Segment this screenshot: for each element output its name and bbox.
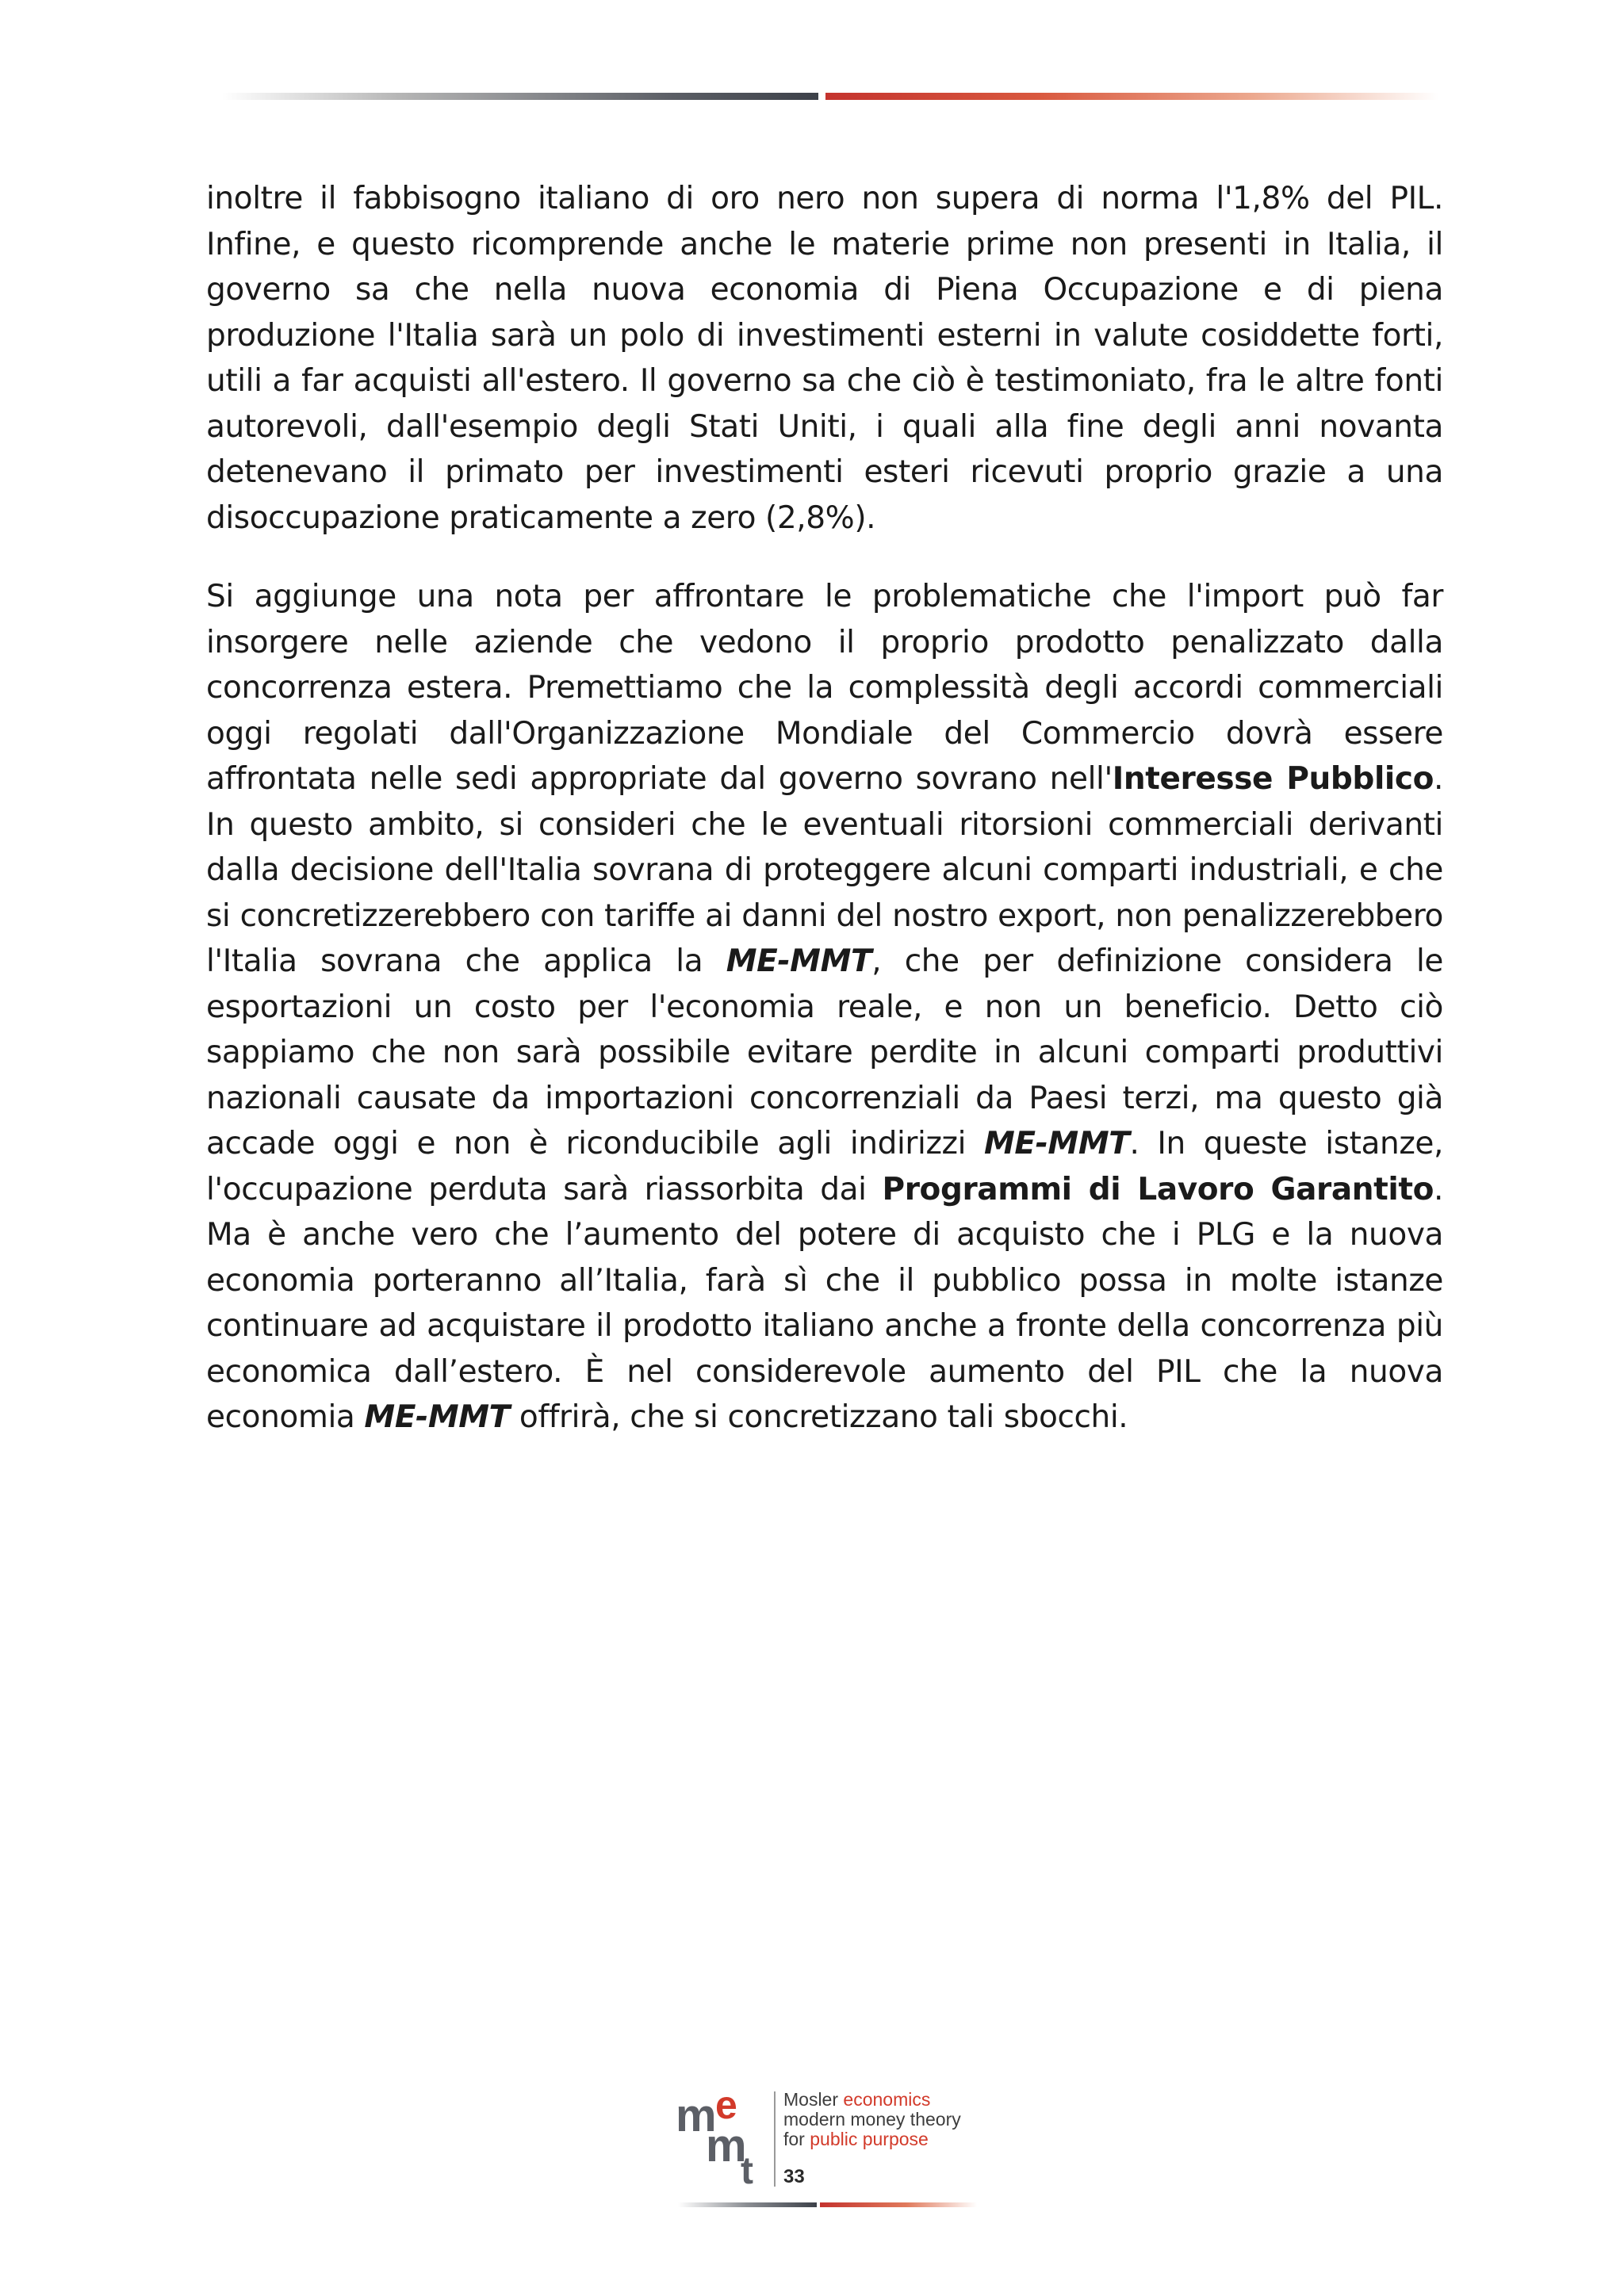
brand-tagline	[783, 2090, 961, 2149]
tagline-public-purpose: public purpose	[810, 2129, 929, 2149]
footer	[674, 2084, 991, 2210]
paragraph-2-text: , che per definizione considera le esportazioni un costo per l'economia reale, e non un beneficio. Detto ciò sappiamo che non sarà possibile evitare perdite in alcuni comparti produttivi nazionali causate da importazioni concorrenziali da Paesi terzi, ma questo già accade oggi e non è riconducibile agli indirizzi	[206, 943, 1443, 1161]
bold-term-me-mmt: ME-MMT	[364, 1399, 510, 1435]
paragraph-2-text: . Ma è anche vero che l’aumento del potere di acquisto che i PLG e la nuova economia porteranno all’Italia, farà sì che il pubblico possa in molte istanze continuare ad acquistare il prodotto italiano anche a fronte della concorrenza più economica dall’estero. È nel considerevole aumento del PIL che la nuova economia	[206, 1171, 1443, 1435]
paragraph-2	[206, 574, 1443, 1441]
footer-rule-red	[820, 2202, 977, 2207]
footer-rule-gray	[678, 2202, 817, 2207]
tagline-for: for	[783, 2129, 810, 2149]
bold-term-interesse-pubblico: Interesse Pubblico	[1112, 761, 1434, 797]
paragraph-1-text: inoltre il fabbisogno italiano di oro nero non supera di norma l'1,8% del PIL. Infine, e questo ricomprende anche le materie prime non presenti in Italia, il governo sa che nella nuova economia di Piena Occupazione e di piena produzione l'Italia sarà un polo di investimenti esterni in valute cosiddette forti, utili a far acquisti all'estero. Il governo sa che ciò è testimoniato, fra le altre fonti autorevoli, dall'esempio degli Stati Uniti, i quali alla fine degli anni novanta detenevano il primato per investimenti esteri ricevuti proprio grazie a una disoccupazione praticamente a zero (2,8%).	[206, 181, 1443, 536]
paragraph-2-text: offrirà, che si concretizzano tali sbocchi.	[509, 1399, 1128, 1435]
logo-divider	[774, 2091, 776, 2187]
header-rule-red	[825, 93, 1438, 100]
tagline-economics: economics	[843, 2089, 931, 2110]
paragraph-2-text: Si aggiunge una nota per affrontare le problematiche che l'import può far insorgere nelle aziende che vedono il proprio prodotto penalizzato dalla concorrenza estera. Premettiamo che la complessità degli accordi commerciali oggi regolati dall'Organizzazione Mondiale del Commercio dovrà essere affrontata nelle sedi appropriate dal governo sovrano nell'	[206, 579, 1443, 797]
tagline-line-3	[783, 2130, 961, 2149]
bold-term-me-mmt: ME-MMT	[726, 943, 872, 979]
paragraph-2-text: . In questo ambito, si consideri che le eventuali ritorsioni commerciali derivanti dalla decisione dell'Italia sovrana di proteggere alcuni comparti industriali, e che si concretizzerebbero con tariffe ai danni del nostro export, non penalizzerebbero l'Italia sovrana che applica la	[206, 761, 1444, 979]
logo-letter-m1: m	[676, 2090, 717, 2141]
header-rule-gray	[222, 93, 818, 100]
bold-term-programmi-lavoro-garantito: Programmi di Lavoro Garantito	[882, 1171, 1434, 1207]
body-text	[206, 176, 1443, 1474]
bold-term-me-mmt: ME-MMT	[983, 1126, 1130, 1161]
page-number: 33	[783, 2166, 805, 2187]
logo-letter-e: e	[715, 2090, 737, 2127]
tagline-mosler: Mosler	[783, 2089, 844, 2110]
logo-letter-t: t	[741, 2150, 753, 2185]
tagline-line-2: modern money theory	[783, 2109, 961, 2130]
logo-letter-m2: m	[706, 2120, 747, 2172]
memt-logo-icon	[674, 2090, 761, 2185]
tagline-line-1	[783, 2090, 961, 2110]
paragraph-2-text: . In queste istanze, l'occupazione perduta sarà riassorbita dai	[206, 1126, 1443, 1207]
paragraph-1	[206, 176, 1443, 541]
